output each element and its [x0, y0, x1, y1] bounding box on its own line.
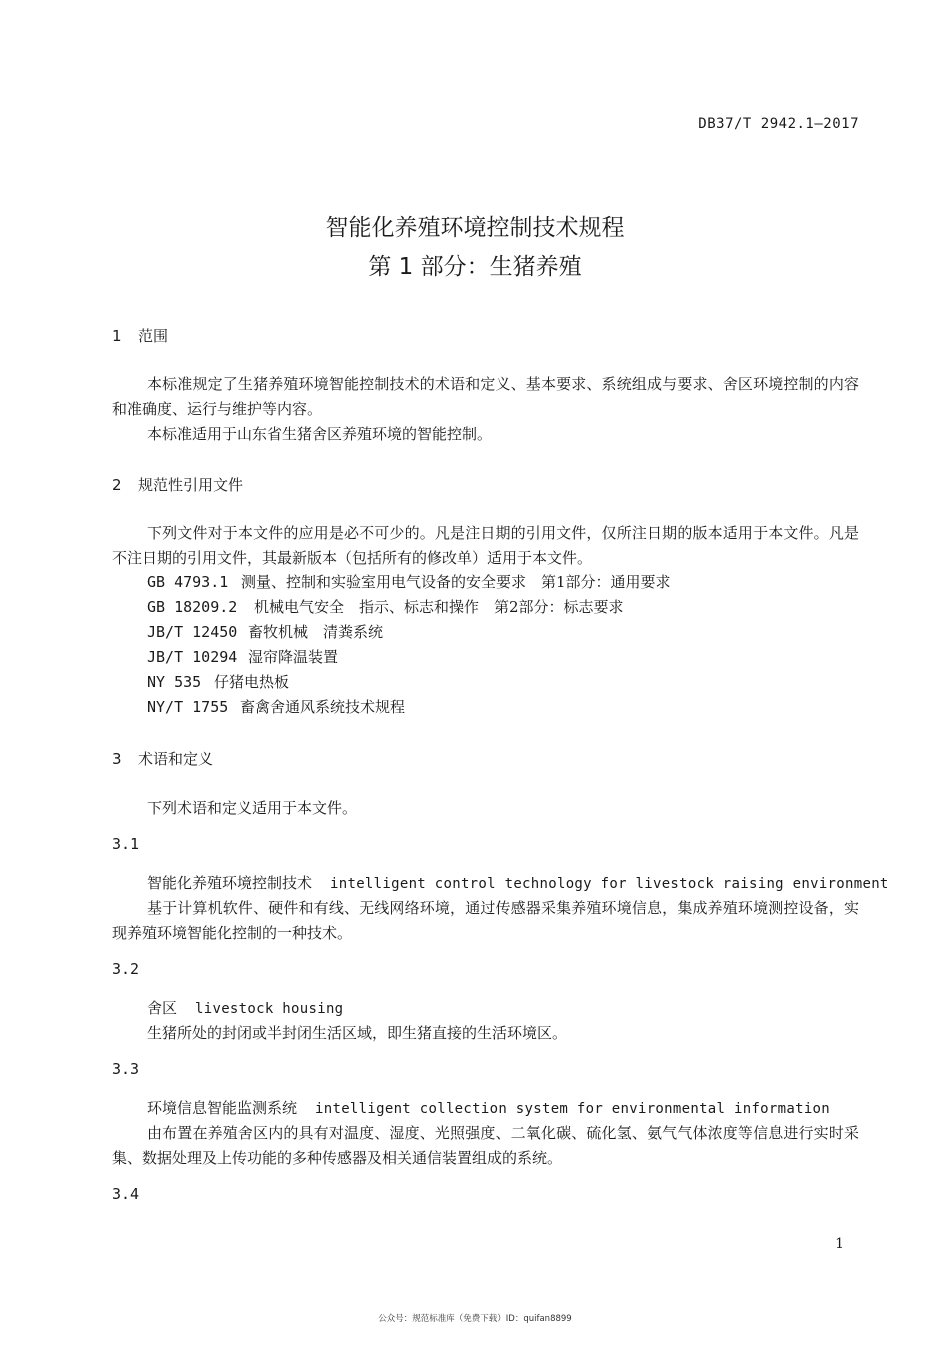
reference-item [147, 671, 289, 692]
section-number: 3 [112, 750, 122, 768]
section-3-heading [112, 748, 213, 769]
section-number: 2 [112, 476, 122, 494]
term-chinese: 环境信息智能监测系统 [147, 1099, 298, 1117]
document-number: DB37/T 2942.1—2017 [698, 116, 859, 132]
section-title: 范围 [138, 327, 169, 345]
page-number: 1 [835, 1236, 844, 1252]
term-english: livestock housing [195, 1001, 344, 1017]
reference-item [147, 596, 624, 617]
reference-code: GB 4793.1 [147, 573, 229, 591]
reference-title: 仔猪电热板 [214, 673, 290, 691]
reference-code: GB 18209.2 [147, 598, 238, 616]
reference-title: 机械电气安全 指示、标志和操作 第2部分：标志要求 [254, 598, 624, 616]
reference-title: 湿帘降温装置 [248, 648, 339, 666]
reference-item [147, 571, 671, 592]
reference-title: 测量、控制和实验室用电气设备的安全要求 第1部分：通用要求 [241, 573, 671, 591]
document-title: 智能化养殖环境控制技术规程 [325, 215, 625, 241]
term-chinese: 智能化养殖环境控制技术 [147, 874, 313, 892]
term-definition: 由布置在养殖舍区内的具有对温度、湿度、光照强度、二氧化碳、硫化氢、氨气气体浓度等信息进行实时采集、数据处理及上传功能的多种传感器及相关通信装置组成的系统。 [112, 1124, 859, 1167]
term-number: 3.3 [112, 1060, 140, 1078]
footer-note: 公众号：规范标准库（免费下载）ID：quifan8899 [378, 1314, 572, 1324]
reference-code: NY 535 [147, 673, 202, 691]
section-1-paragraph-2: 本标准适用于山东省生猪舍区养殖环境的智能控制。 [147, 425, 493, 443]
term-chinese: 舍区 [147, 999, 178, 1017]
section-2-heading [112, 474, 243, 495]
term-english: intelligent control technology for livestock raising environment [330, 876, 889, 892]
term-entry [147, 1097, 830, 1118]
section-1-heading [112, 325, 168, 346]
section-title: 规范性引用文件 [138, 476, 244, 494]
term-definition: 生猪所处的封闭或半封闭生活区域，即生猪直接的生活环境区。 [147, 1024, 568, 1042]
term-number: 3.4 [112, 1185, 140, 1203]
reference-title: 畜禽舍通风系统技术规程 [240, 698, 406, 716]
document-subtitle: 第 1 部分：生猪养殖 [368, 254, 582, 280]
term-number: 3.1 [112, 835, 140, 853]
reference-item [147, 696, 405, 717]
term-definition: 基于计算机软件、硬件和有线、无线网络环境，通过传感器采集养殖环境信息，集成养殖环境测控设备，实现养殖环境智能化控制的一种技术。 [112, 899, 859, 942]
reference-code: JB/T 12450 [147, 623, 238, 641]
reference-item [147, 646, 338, 667]
reference-title: 畜牧机械 清粪系统 [248, 623, 384, 641]
term-number: 3.2 [112, 960, 140, 978]
section-2-intro: 下列文件对于本文件的应用是必不可少的。凡是注日期的引用文件，仅所注日期的版本适用于本文件。凡是不注日期的引用文件，其最新版本（包括所有的修改单）适用于本文件。 [112, 524, 859, 567]
term-entry [147, 872, 889, 893]
reference-code: JB/T 10294 [147, 648, 238, 666]
section-number: 1 [112, 327, 122, 345]
section-title: 术语和定义 [138, 750, 214, 768]
term-entry [147, 997, 343, 1018]
reference-item [147, 621, 383, 642]
term-english: intelligent collection system for environmental information [315, 1101, 831, 1117]
reference-code: NY/T 1755 [147, 698, 229, 716]
section-1-paragraph-1: 本标准规定了生猪养殖环境智能控制技术的术语和定义、基本要求、系统组成与要求、舍区环境控制的内容和准确度、运行与维护等内容。 [112, 375, 859, 418]
section-3-intro: 下列术语和定义适用于本文件。 [147, 799, 358, 817]
